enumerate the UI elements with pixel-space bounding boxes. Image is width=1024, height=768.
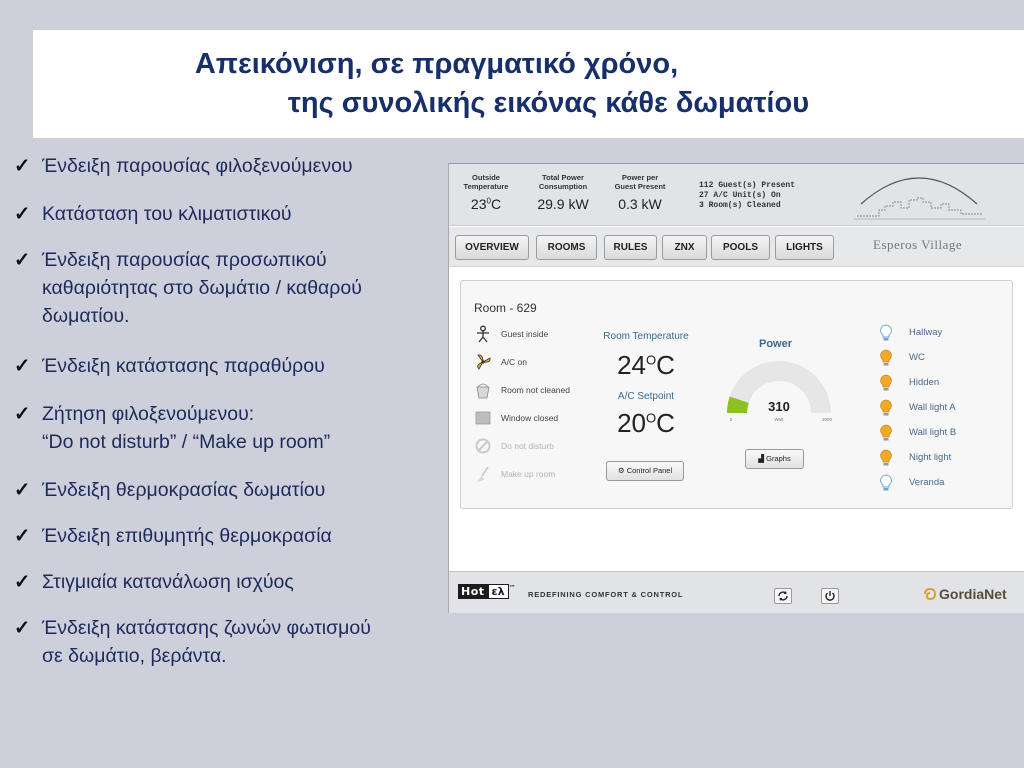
checkmark-icon: ✓ bbox=[14, 571, 31, 593]
logo-el: ελ bbox=[488, 584, 509, 599]
light-label: Wall light B bbox=[909, 427, 957, 438]
bullet-line: δωματίου. bbox=[42, 305, 130, 327]
fan-icon bbox=[474, 353, 492, 371]
gordianet-logo bbox=[923, 586, 1007, 602]
guests-line: 27 A/C Unit(s) On bbox=[699, 191, 781, 200]
hotel-logo bbox=[458, 584, 516, 601]
outside-temperature-stat bbox=[459, 173, 513, 212]
bulb-icon bbox=[879, 399, 893, 417]
light-label: Veranda bbox=[909, 477, 945, 488]
tagline: REDEFINING COMFORT & CONTROL bbox=[528, 590, 684, 599]
stat-value: 29.9 kW bbox=[537, 196, 589, 212]
stat-value: $23^0C$ bbox=[470, 196, 502, 212]
graphs-button[interactable] bbox=[745, 449, 804, 469]
room-title: Room - 629 bbox=[474, 301, 537, 315]
bulb-icon bbox=[879, 474, 893, 492]
checkmark-icon: ✓ bbox=[14, 203, 31, 225]
checkmark-icon: ✓ bbox=[14, 403, 31, 425]
button-label: Control Panel bbox=[626, 466, 673, 475]
guests-line: 3 Room(s) Cleaned bbox=[699, 201, 781, 210]
bulb-icon bbox=[879, 349, 893, 367]
logo-hot: Hot bbox=[458, 584, 488, 599]
power-off-button[interactable] bbox=[821, 588, 839, 604]
temperature-column bbox=[596, 331, 696, 439]
refresh-icon bbox=[775, 589, 791, 603]
window-icon bbox=[474, 409, 492, 427]
stat-label: Outside bbox=[472, 173, 500, 182]
bullet-line: “Do not disturb” / “Make up room” bbox=[42, 431, 331, 453]
nav-tab-znx[interactable]: ZNX bbox=[662, 235, 707, 260]
light-label: Hidden bbox=[909, 377, 940, 388]
stat-value: 0.3 kW bbox=[618, 196, 662, 212]
bullet-line: καθαριότητας στο δωμάτιο / καθαρού bbox=[42, 277, 362, 299]
control-panel-button[interactable] bbox=[606, 461, 684, 481]
bulb-icon bbox=[879, 374, 893, 392]
broom-icon bbox=[474, 465, 492, 483]
resort-brand-name: Esperos Village bbox=[873, 237, 963, 252]
nav-tab-lights[interactable]: LIGHTS bbox=[775, 235, 834, 260]
bucket-icon bbox=[474, 381, 492, 399]
bulb-icon bbox=[879, 324, 893, 342]
stat-label: Power per bbox=[621, 173, 659, 182]
slide-title-box bbox=[33, 30, 1024, 138]
checkmark-icon: ✓ bbox=[14, 525, 31, 547]
light-label: Hallway bbox=[909, 327, 943, 338]
person-icon bbox=[474, 325, 492, 343]
stat-label: Consumption bbox=[538, 182, 588, 191]
light-label: WC bbox=[909, 352, 925, 363]
checkmark-icon: ✓ bbox=[14, 155, 31, 177]
chart-icon: ▟ bbox=[758, 454, 765, 463]
nav-tab-overview[interactable]: OVERVIEW bbox=[455, 235, 529, 260]
slide-title-line-2: της συνολικής εικόνας κάθε δωματίου bbox=[287, 87, 810, 119]
refresh-button[interactable] bbox=[774, 588, 792, 604]
light-label: Night light bbox=[909, 452, 952, 463]
room-panel bbox=[460, 280, 1013, 509]
light-label: Wall light A bbox=[909, 402, 956, 413]
bullet-line: Ένδειξη κατάστασης ζωνών φωτισμού bbox=[42, 617, 371, 639]
bullet-line: Ένδειξη κατάστασης παραθύρου bbox=[42, 355, 325, 377]
power-title: Power bbox=[759, 338, 793, 350]
bullet-line: Στιγμιαία κατανάλωση ισχύος bbox=[42, 571, 294, 593]
status-label: Window closed bbox=[501, 413, 559, 423]
stat-label: Total Power bbox=[542, 173, 584, 182]
company-name: GordiaNet bbox=[939, 586, 1007, 602]
nav-tab-rooms[interactable]: ROOMS bbox=[536, 235, 597, 260]
total-power-stat bbox=[528, 173, 598, 212]
status-label: Room not cleaned bbox=[501, 385, 570, 395]
checkmark-icon: ✓ bbox=[14, 617, 31, 639]
nav-tab-pools[interactable]: POOLS bbox=[711, 235, 770, 260]
bullet-line: Ένδειξη θερμοκρασίας δωματίου bbox=[42, 479, 326, 501]
stat-label: Temperature bbox=[463, 182, 509, 191]
content-area bbox=[449, 268, 1024, 571]
checkmark-icon: ✓ bbox=[14, 249, 31, 271]
hotel-skyline-logo bbox=[849, 164, 989, 226]
app-header bbox=[449, 164, 1024, 226]
status-label: Make up room bbox=[501, 469, 556, 479]
bullet-line: Ένδειξη παρουσίας προσωπικού bbox=[42, 249, 327, 271]
nav-tab-rules[interactable]: RULES bbox=[604, 235, 657, 260]
bulb-icon bbox=[879, 449, 893, 467]
gauge-unit-label: Watt bbox=[774, 417, 784, 422]
gear-icon: ⚙ bbox=[617, 466, 625, 475]
bullet-line: Ζήτηση φιλοξενούμενου: bbox=[42, 403, 255, 425]
power-icon bbox=[822, 589, 838, 603]
gordianet-knot-icon bbox=[923, 588, 937, 600]
app-footer bbox=[449, 571, 1024, 613]
stat-label: Guest Present bbox=[614, 182, 666, 191]
power-gauge bbox=[723, 353, 835, 423]
setpoint-value: $20^OC$ bbox=[617, 408, 675, 438]
hotel-app-window bbox=[448, 163, 1024, 613]
checkmark-icon: ✓ bbox=[14, 355, 31, 377]
room-temperature-value: $24^OC$ bbox=[617, 350, 675, 380]
status-label: A/C on bbox=[501, 357, 527, 367]
bullet-line: Ένδειξη επιθυμητής θερμοκρασία bbox=[42, 525, 332, 547]
checkmark-icon: ✓ bbox=[14, 479, 31, 501]
bullet-line: Ένδειξη παρουσίας φιλοξενούμενου bbox=[42, 155, 353, 177]
bulb-icon bbox=[879, 424, 893, 442]
bullet-line: σε δωμάτιο, βεράντα. bbox=[42, 645, 227, 667]
guests-line: 112 Guest(s) Present bbox=[699, 181, 796, 190]
slide-title-line-1: Απεικόνιση, σε πραγματικό χρόνο, bbox=[194, 48, 679, 80]
no-entry-icon bbox=[474, 437, 492, 455]
bullet-line: Κατάσταση του κλιματιστικού bbox=[42, 203, 292, 225]
button-label: Graphs bbox=[766, 454, 791, 463]
logo-tm: ™ bbox=[508, 584, 516, 592]
guests-summary bbox=[699, 181, 795, 211]
gauge-max-label: 3000 bbox=[821, 417, 833, 422]
room-temperature-label: Room Temperature bbox=[603, 331, 689, 342]
power-per-guest-stat bbox=[609, 173, 671, 212]
status-label: Guest inside bbox=[501, 329, 549, 339]
gauge-min-label: 0 bbox=[729, 417, 733, 422]
gauge-value: 310 bbox=[768, 399, 790, 414]
setpoint-label: A/C Setpoint bbox=[617, 391, 675, 402]
status-label: Do not disturb bbox=[501, 441, 554, 451]
